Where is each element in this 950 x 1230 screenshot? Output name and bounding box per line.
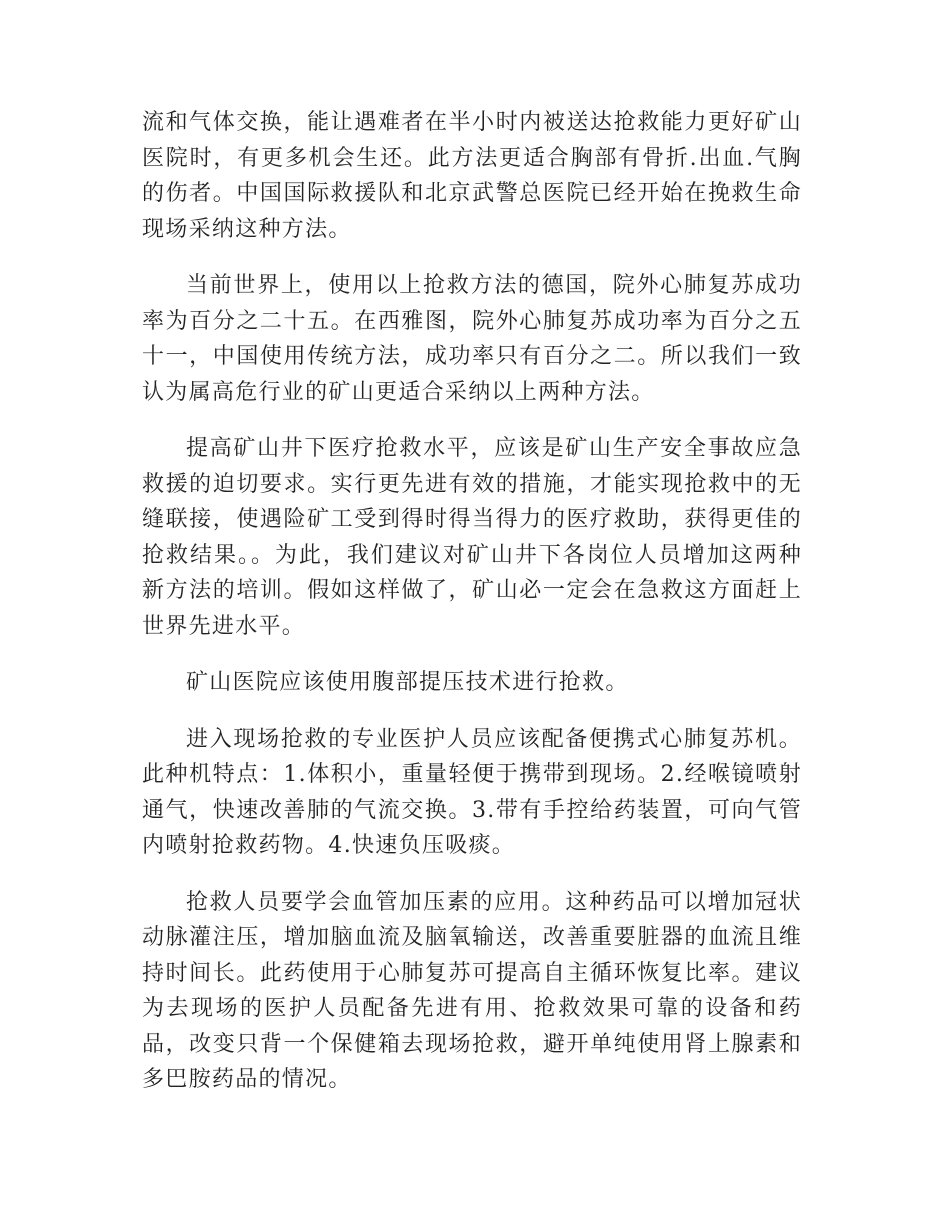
paragraph-vasopressin: 抢救人员要学会血管加压素的应用。这种药品可以增加冠状动脉灌注压，增加脑血流及脑氧输送，改善重要脏器的血流且维持时间长。此药使用于心肺复苏可提高自主循环恢复比率。建议为去现场的医护人员配备先进有用、抢救效果可靠的设备和药品，改变只背一个保健箱去现场抢救，避开单纯使用肾上腺素和多巴胺药品的情况。 bbox=[142, 889, 802, 1092]
paragraph-rescue-level: 提高矿山井下医疗抢救水平，应该是矿山生产安全事故应急救援的迫切要求。实行更先进有效的措施，才能实现抢救中的无缝联接，使遇险矿工受到得时得当得力的医疗救助，获得更佳的抢救结果。。为此，我们建议对矿山井下各岗位人员增加这两种新方法的培训。假如这样做了，矿山必一定会在急救这方面赶上世界先进水平。 bbox=[142, 436, 802, 639]
paragraph-portable-cpr-machine: 进入现场抢救的专业医护人员应该配备便携式心肺复苏机。此种机特点：1.体积小，重量轻便于携带到现场。2.经喉镜喷射通气，快速改善肺的气流交换。3.带有手控给药装置，可向气管内喷射抢救药物。4.快速负压吸痰。 bbox=[142, 726, 802, 858]
paragraph-success-rates: 当前世界上，使用以上抢救方法的德国，院外心肺复苏成功率为百分之二十五。在西雅图，院外心肺复苏成功率为百分之五十一，中国使用传统方法，成功率只有百分之二。所以我们一致认为属高危行业的矿山更适合采纳以上两种方法。 bbox=[142, 273, 802, 405]
document-body bbox=[142, 105, 802, 1119]
paragraph-abdominal-compression: 矿山医院应该使用腹部提压技术进行抢救。 bbox=[186, 670, 629, 695]
paragraph-continuation: 流和气体交换，能让遇难者在半小时内被送达抢救能力更好矿山医院时，有更多机会生还。此方法更适合胸部有骨折.出血.气胸的伤者。中国国际救援队和北京武警总医院已经开始在挽救生命现场采纳这种方法。 bbox=[142, 110, 802, 242]
